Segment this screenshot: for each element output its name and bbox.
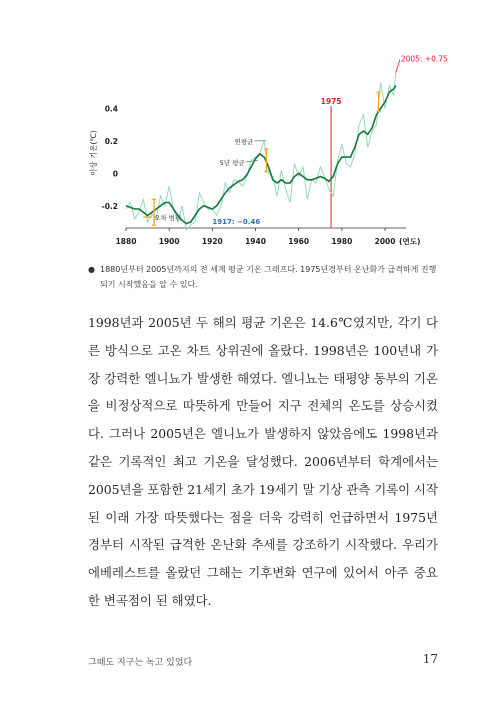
endpoint-label: 2005: +0.75	[400, 54, 448, 64]
series-5yr-line	[126, 86, 396, 224]
x-tick-label: 1880	[115, 237, 137, 246]
x-tick-label: 2000	[374, 237, 396, 246]
fiveyear-series-label: 5년 평균	[219, 158, 245, 167]
low-1917-label: 1917: −0.46	[212, 218, 261, 226]
x-tick-label: 1920	[201, 237, 223, 246]
caption-bullet: ●	[88, 265, 95, 274]
y-tick-label: 0.2	[104, 136, 118, 146]
x-axis-unit: (연도)	[399, 237, 421, 246]
y-tick-label: -0.2	[101, 201, 118, 211]
figure-caption	[88, 262, 438, 292]
y-tick-label: 0.4	[104, 104, 118, 114]
error-range-label: 오차 범위	[154, 214, 182, 222]
x-tick-label: 1980	[331, 237, 353, 246]
series-annual-line	[126, 73, 396, 231]
annual-series-label: 연평균	[234, 137, 254, 146]
x-tick-label: 1900	[158, 237, 180, 246]
temperature-anomaly-chart	[86, 54, 448, 257]
body-paragraph: 1998년과 2005년 두 해의 평균 기온은 14.6℃였지만, 각기 다른 방식으로 고온 차트 상위권에 올랐다. 1998년은 100년내 가장 강력한 엘니뇨가 발생한 해였다. 엘니뇨는 태평양 동부의 기온을 비정상적으로 따뜻하게 만들어 지구 전체의 온도를 상승시켰다. 그러나 2005년은 엘니뇨가 발생하지 않았음에도 1998년과 같은 기록적인 최고 기온을 달성했다. 2006년부터 학계에서는 2005년을 포함한 21세기 초가 19세기 말 기상 관측 기록이 시작된 이래 가장 따뜻했다는 점을 더욱 강력히 언급하면서 1975년경부터 시작된 급격한 온난화 추세를 강조하기 시작했다. 우리가 에베레스트를 올랐던 그해는 기후변화 연구에 있어서 아주 중요한 변곡점이 된 해였다.	[88, 315, 438, 608]
fiveyear-label-leader	[246, 160, 258, 162]
running-footer-title: 그때도 지구는 녹고 있었다	[88, 658, 193, 668]
y-tick-label: 0	[112, 169, 118, 179]
year-1975-label: 1975	[320, 97, 342, 106]
caption-text: 1880년부터 2005년까지의 전 세계 평균 기온 그래프다. 1975년경부터 온난화가 급격하게 진행되기 시작했음을 알 수 있다.	[100, 265, 437, 289]
endpoint-leader	[396, 60, 400, 73]
page-number: 17	[422, 652, 438, 666]
x-tick-label: 1940	[245, 237, 266, 246]
x-tick-label: 1960	[288, 237, 310, 246]
y-axis-label: 이상 기온(℃)	[89, 130, 98, 176]
